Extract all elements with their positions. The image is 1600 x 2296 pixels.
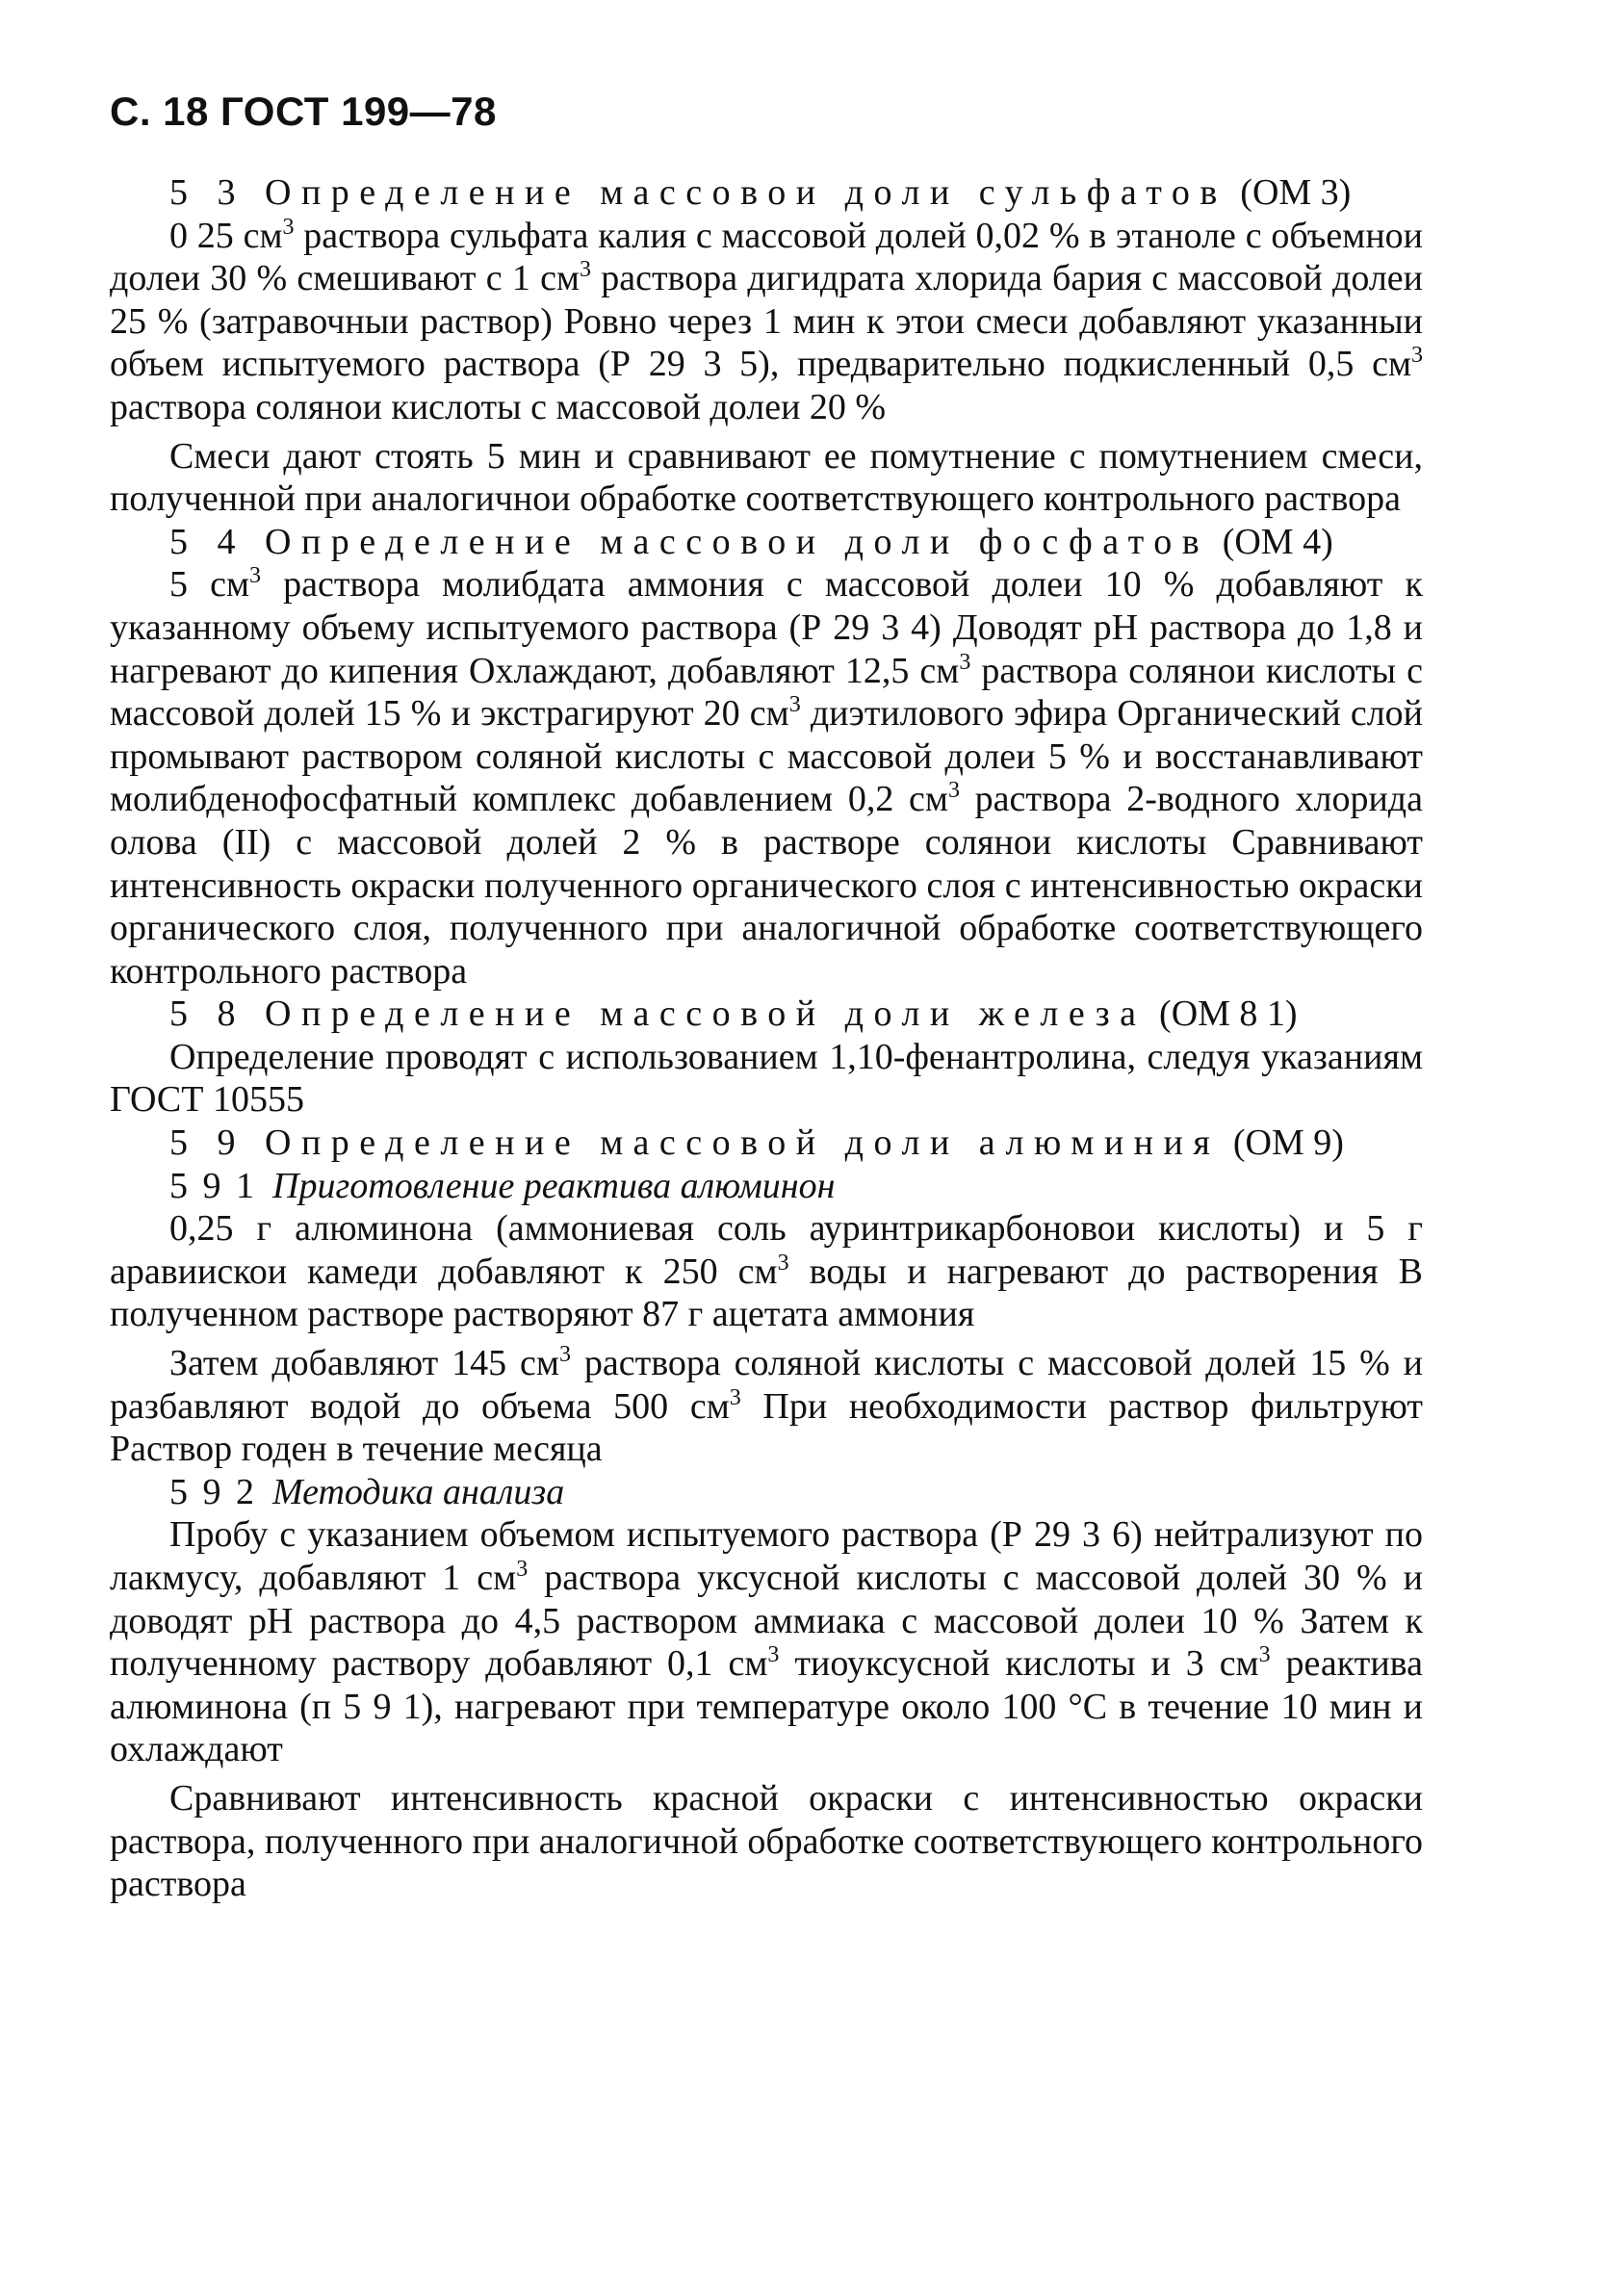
- section-code: (ОМ 3): [1240, 172, 1352, 213]
- section-heading-iron: [110, 993, 1423, 1036]
- subsection-heading-method: [110, 1471, 1423, 1514]
- subsection-title: Приготовление реактива алюминон: [272, 1165, 836, 1206]
- section-title: 5 8 Определение массовой доли железа: [169, 993, 1147, 1035]
- paragraph: Смеси дают стоять 5 мин и сравнивают ее помутнение с помутнением смеси, полученной при аналогичнои обработке соответствующего контрольного раствора: [110, 435, 1423, 520]
- paragraph: 0,25 г алюминона (аммониевая соль ауринтрикарбоновои кислоты) и 5 г аравиискои камеди добавляют к 250 $см^3$ воды и нагревают до растворения В полученном растворе растворяют 87 г ацетата аммония: [110, 1208, 1424, 1335]
- paragraph: Затем добавляют 145 $см^3$ раствора соляной кислоты с массовой долей 15 % и разбавляют водой до объема 500 $см^3$ При необходимости раствор фильтруют Раствор годен в течение месяца: [110, 1342, 1424, 1470]
- paragraph: Пробу с указанием объемом испытуемого раствора (Р 29 3 6) нейтрализуют по лакмусу, добавляют 1 $см^3$ раствора уксусной кислоты с массовой долей 30 % и доводят рН раствора до 4,5 раствором аммиака с массовой долеи 10 % Затем к полученному раствору добавляют 0,1 $см^3$ тиоуксусной кислоты и 3 $см^3$ реактива алюминона (п 5 9 1), нагревают при температуре около 100 °С в течение 10 мин и охлаждают: [110, 1514, 1423, 1770]
- section-code: (ОМ 9): [1232, 1122, 1344, 1164]
- paragraph: Сравнивают интенсивность красной окраски с интенсивностью окраски раствора, полученного при аналогичной обработке соответствующего контрольного раствора: [110, 1777, 1423, 1905]
- section-heading-phosphates: [110, 521, 1423, 564]
- subsection-title: Методика анализа: [272, 1471, 565, 1512]
- section-title: 5 4 Определение массовои доли фосфатов: [169, 521, 1210, 562]
- paragraph: Определение проводят с использованием 1,10-фенантролина, следуя указаниям ГОСТ 10555: [110, 1036, 1423, 1121]
- paragraph: 5 $см^3$ раствора молибдата аммония с массовой долеи 10 % добавляют к указанному объему испытуемого раствора (Р 29 3 4) Доводят рН раствора до 1,8 и нагревают до кипения Охлаждают, добавляют 12,5 $см^3$ раствора солянои кислоты с массовой долей 15 % и экстрагируют 20 $см^3$ диэтилового эфира Органический слой промывают раствором соляной кислоты с массовой долеи 5 % и восстанавливают молибденофосфатный комплекс добавлением 0,2 $см^3$ раствора 2-водного хлорида олова (II) с массовой долей 2 % в растворе солянои кислоты Сравнивают интенсивность окраски полученного органического слоя с интенсивностью окраски органического слоя, полученного при аналогичной обработке соответствующего контрольного раствора: [110, 563, 1423, 992]
- section-code: (ОМ 8 1): [1159, 993, 1298, 1035]
- page-header: С. 18 ГОСТ 199—78: [110, 89, 497, 134]
- document-body: [110, 171, 1423, 1906]
- paragraph: 0 25 $см^3$ раствора сульфата калия с массовой долей 0,02 % в этаноле с объемнои долеи 30 % смешивают с 1 $см^3$ раствора дигидрата хлорида бария с массовой долеи 25 % (затравочныи раствор) Ровно через 1 мин к этои смеси добавляют указанныи объем испытуемого раствора (Р 29 3 5), предварительно подкисленный 0,5 $см^3$ раствора солянои кислоты с массовой долеи 20 %: [110, 214, 1423, 427]
- section-heading-aluminium: [110, 1122, 1423, 1165]
- section-heading-sulfates: [110, 171, 1423, 215]
- subsection-number: 5 9 1: [169, 1165, 257, 1206]
- section-title: 5 3 Определение массовои доли сульфатов: [169, 172, 1227, 213]
- subsection-number: 5 9 2: [169, 1471, 257, 1512]
- section-code: (ОМ 4): [1222, 521, 1333, 562]
- section-title: 5 9 Определение массовой доли алюминия: [169, 1122, 1221, 1164]
- subsection-heading-reagent: [110, 1165, 1423, 1208]
